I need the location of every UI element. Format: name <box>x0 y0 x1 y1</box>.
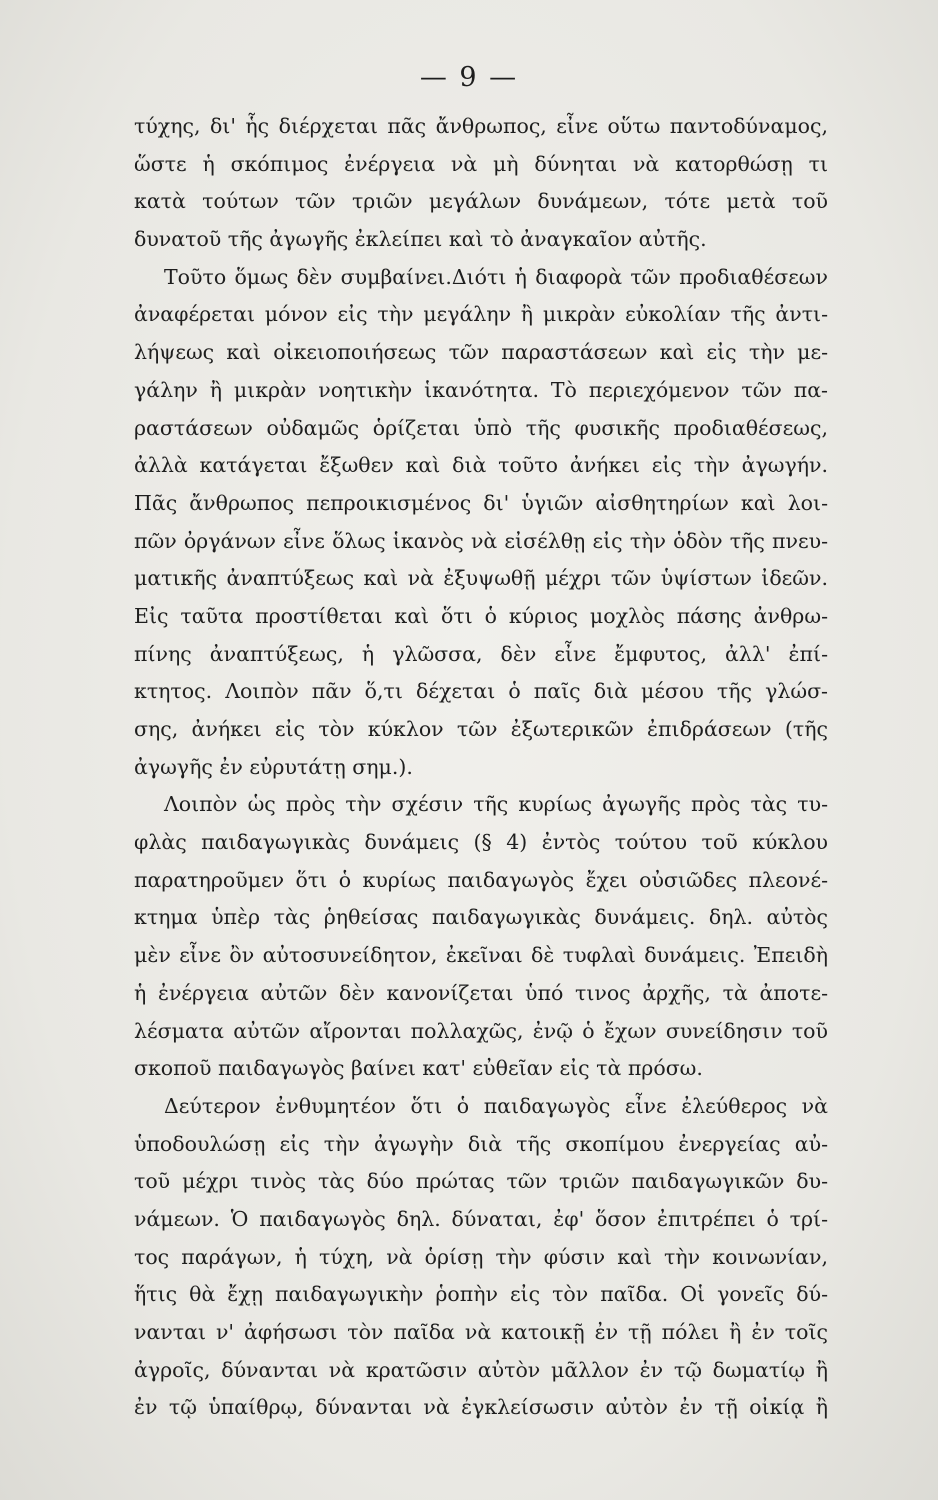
text-line: ὥστε ἡ σκόπιμος ἐνέργεια νὰ μὴ δύνηται νὰ κατορθώσῃ τι <box>134 151 828 176</box>
text-line: Τοῦτο ὅμως δὲν συμβαίνει.Διότι ἡ διαφορὰ τῶν προδιαθέσεων <box>164 264 828 289</box>
paragraph-2 <box>134 259 828 787</box>
text-line: ἥτις θὰ ἔχῃ παιδαγωγικὴν ῥοπὴν εἰς τὸν παῖδα. Οἱ γονεῖς δύ- <box>134 1282 828 1307</box>
text-line: πῶν ὀργάνων εἶνε ὅλως ἱκανὸς νὰ εἰσέλθῃ εἰς τὴν ὁδὸν τῆς πνευ- <box>134 528 828 553</box>
paragraph-1 <box>134 108 828 259</box>
text-line: Εἰς ταῦτα προστίθεται καὶ ὅτι ὁ κύριος μοχλὸς πάσης ἀνθρω- <box>134 603 828 628</box>
text-line: σκοποῦ παιδαγωγὸς βαίνει κατ' εὐθεῖαν εἰς τὰ πρόσω. <box>134 1056 703 1081</box>
text-line: ραστάσεων οὐδαμῶς ὁρίζεται ὑπὸ τῆς φυσικῆς προδιαθέσεως, <box>134 415 828 440</box>
paragraph-4 <box>134 1088 828 1427</box>
text-line: νάμεων. Ὁ παιδαγωγὸς δηλ. δύναται, ἐφ' ὅσον ἐπιτρέπει ὁ τρί- <box>134 1206 828 1231</box>
paragraph-3 <box>134 786 828 1088</box>
text-line: ἀναφέρεται μόνον εἰς τὴν μεγάλην ἢ μικρὰν εὐκολίαν τῆς ἀντι- <box>134 302 828 327</box>
text-line: ἀγροῖς, δύνανται νὰ κρατῶσιν αὐτὸν μᾶλλον ἐν τῷ δωματίῳ ἢ <box>134 1357 828 1382</box>
text-line: λέσματα αὐτῶν αἴρονται πολλαχῶς, ἐνῷ ὁ ἔχων συνείδησιν τοῦ <box>134 1018 828 1043</box>
text-line: γάλην ἢ μικρὰν νοητικὴν ἱκανότητα. Τὸ περιεχόμενον τῶν πα- <box>134 377 828 402</box>
text-line: Λοιπὸν ὡς πρὸς τὴν σχέσιν τῆς κυρίως ἀγωγῆς πρὸς τὰς τυ- <box>164 792 828 817</box>
text-line: παρατηροῦμεν ὅτι ὁ κυρίως παιδαγωγὸς ἔχει οὐσιῶδες πλεονέ- <box>134 867 828 892</box>
text-line: ἀγωγῆς ἐν εὐρυτάτῃ σημ.). <box>134 754 413 779</box>
text-line: κτημα ὑπὲρ τὰς ῥηθείσας παιδαγωγικὰς δυνάμεις. δηλ. αὐτὸς <box>134 905 828 930</box>
text-line: φλὰς παιδαγωγικὰς δυνάμεις (§ 4) ἐντὸς τούτου τοῦ κύκλου <box>134 830 828 855</box>
text-line: ἐν τῷ ὑπαίθρῳ, δύνανται νὰ ἐγκλείσωσιν αὐτὸν ἐν τῇ οἰκίᾳ ἢ <box>134 1395 828 1420</box>
text-line: ματικῆς ἀναπτύξεως καὶ νὰ ἐξυψωθῇ μέχρι τῶν ὑψίστων ἰδεῶν. <box>134 566 828 591</box>
text-line: κατὰ τούτων τῶν τριῶν μεγάλων δυνάμεων, τότε μετὰ τοῦ <box>134 189 828 214</box>
text-line: νανται ν' ἀφήσωσι τὸν παῖδα νὰ κατοικῇ ἐν τῇ πόλει ἢ ἐν τοῖς <box>134 1320 828 1344</box>
text-line: Δεύτερον ἐνθυμητέον ὅτι ὁ παιδαγωγὸς εἶνε ἐλεύθερος νὰ <box>164 1093 828 1118</box>
text-line: τύχης, δι' ἧς διέρχεται πᾶς ἄνθρωπος, εἶνε οὕτω παντοδύναμος, <box>134 114 828 138</box>
text-line: τοῦ μέχρι τινὸς τὰς δύο πρώτας τῶν τριῶν παιδαγωγικῶν δυ- <box>134 1169 828 1194</box>
text-line: ἡ ἐνέργεια αὐτῶν δὲν κανονίζεται ὑπό τινος ἀρχῆς, τὰ ἀποτε- <box>134 980 828 1005</box>
text-line: λήψεως καὶ οἰκειοποιήσεως τῶν παραστάσεων καὶ εἰς τὴν με- <box>134 340 828 365</box>
text-line: ὑποδουλώσῃ εἰς τὴν ἀγωγὴν διὰ τῆς σκοπίμου ἐνεργείας αὐ- <box>134 1131 828 1156</box>
text-line: Πᾶς ἄνθρωπος πεπροικισμένος δι' ὑγιῶν αἰσθητηρίων καὶ λοι- <box>134 490 828 515</box>
text-line: ἀλλὰ κατάγεται ἔξωθεν καὶ διὰ τοῦτο ἀνήκει εἰς τὴν ἀγωγήν. <box>134 453 828 478</box>
text-line: κτητος. Λοιπὸν πᾶν ὅ,τι δέχεται ὁ παῖς διὰ μέσου τῆς γλώσ- <box>134 679 828 704</box>
body-text <box>134 108 828 1427</box>
text-line: πίνης ἀναπτύξεως, ἡ γλῶσσα, δὲν εἶνε ἔμφυτος, ἀλλ' ἐπί- <box>134 641 828 666</box>
text-line: δυνατοῦ τῆς ἀγωγῆς ἐκλείπει καὶ τὸ ἀναγκαῖον αὐτῆς. <box>134 227 707 252</box>
text-line: σης, ἀνήκει εἰς τὸν κύκλον τῶν ἐξωτερικῶν ἐπιδράσεων (τῆς <box>134 717 828 741</box>
page-number: — 9 — <box>419 62 519 93</box>
text-line: μὲν εἶνε ὂν αὐτοσυνείδητον, ἐκεῖναι δὲ τυφλαὶ δυνάμεις. Ἐπειδὴ <box>134 943 828 968</box>
text-line: τος παράγων, ἡ τύχη, νὰ ὁρίσῃ τὴν φύσιν καὶ τὴν κοινωνίαν, <box>134 1244 828 1269</box>
